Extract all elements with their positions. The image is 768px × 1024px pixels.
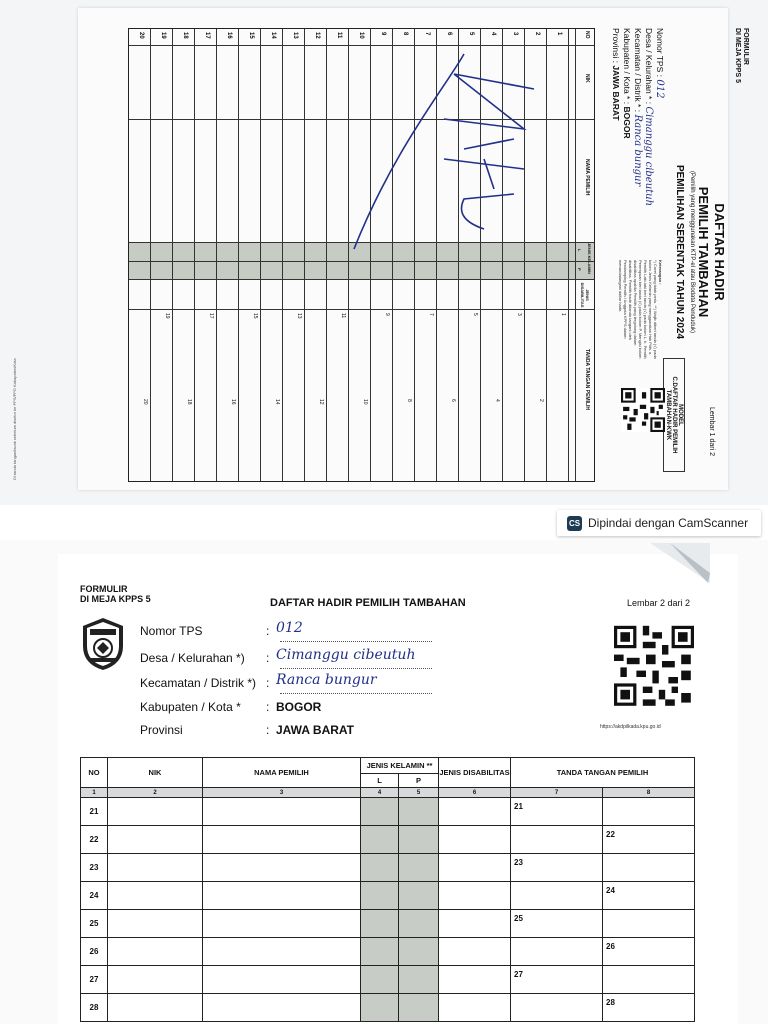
row-number: 17 — [204, 32, 210, 39]
col-number: 2 — [108, 788, 203, 798]
disabilitas-cell — [439, 882, 511, 910]
jk-p-cell — [399, 826, 439, 854]
nik-cell — [108, 882, 203, 910]
signature-cell-left — [511, 938, 603, 966]
table-row — [81, 994, 695, 1022]
nik-cell — [108, 994, 203, 1022]
header-jenis-disabilitas: JENIS DISABILITAS — [439, 758, 511, 788]
signature-cell-right — [603, 938, 695, 966]
table-row — [81, 854, 695, 882]
signature-cell-right — [603, 910, 695, 938]
col-number: 4 — [361, 788, 399, 798]
jk-p-cell — [399, 882, 439, 910]
signature-cell-left — [511, 826, 603, 854]
jk-l-cell — [361, 826, 399, 854]
sheet-1-header-p: P — [577, 268, 582, 271]
signature-number: 3 — [516, 313, 522, 316]
row-number: 11 — [336, 32, 342, 39]
nik-cell — [108, 798, 203, 826]
row-number: 14 — [270, 32, 276, 39]
sheet-1-title-line2: PEMILIH TAMBAHAN — [696, 186, 711, 318]
nama-cell — [203, 798, 361, 826]
row-number: 13 — [292, 32, 298, 39]
field-value-handwritten: Ranca bungur — [276, 672, 377, 688]
nama-cell — [203, 938, 361, 966]
col-number: 5 — [399, 788, 439, 798]
jk-p-cell — [399, 854, 439, 882]
sheet-1-header-jk: JENIS KELAMIN — [587, 243, 592, 274]
header-jenis-kelamin: JENIS KELAMIN ** — [361, 758, 439, 774]
nik-cell — [108, 826, 203, 854]
signature-number: 8 — [406, 399, 412, 402]
field-label: Nomor TPS — [140, 624, 203, 638]
sheet-1-header-no: NO — [584, 31, 590, 39]
signature-number: 2 — [538, 399, 544, 402]
row-number: 2 — [534, 32, 540, 36]
signature-number: 10 — [362, 399, 368, 405]
folded-corner-shadow — [650, 543, 710, 583]
table-row — [81, 826, 695, 854]
row-number: 9 — [380, 32, 386, 36]
row-number: 28 — [81, 994, 108, 1022]
signature-number: 11 — [340, 313, 346, 319]
signature-number: 26 — [606, 942, 615, 951]
sheet-1-header-l: L — [577, 249, 582, 252]
sheet-2-lembar: Lembar 2 dari 2 — [627, 598, 691, 608]
sheet-1-field: Nomor TPS : 012 — [654, 28, 665, 99]
row-number: 1 — [556, 32, 562, 36]
row-number: 26 — [81, 938, 108, 966]
row-number: 4 — [490, 32, 496, 36]
table-row — [81, 938, 695, 966]
sheet-1-fields — [610, 28, 665, 206]
header-tanda-tangan: TANDA TANGAN PEMILIH — [511, 758, 695, 788]
sheet-1-field: Kabupaten / Kota * : BOGOR — [622, 28, 632, 139]
nama-cell — [203, 882, 361, 910]
disabilitas-cell — [439, 938, 511, 966]
field-colon: : — [266, 624, 270, 638]
signature-cell-left — [511, 910, 603, 938]
sheet-1-subtitle: (Pemilih yang menggunakan KTP-el atau Biodata Penduduk) — [689, 170, 695, 334]
dotted-line — [280, 640, 432, 642]
signature-cell-left — [511, 882, 603, 910]
row-number: 20 — [138, 32, 144, 39]
disabilitas-cell — [439, 994, 511, 1022]
signature-number: 22 — [606, 830, 615, 839]
signature-number: 27 — [514, 970, 523, 979]
header-l: L — [361, 774, 399, 788]
row-number: 27 — [81, 966, 108, 994]
signature-number: 25 — [514, 914, 523, 923]
signature-number: 21 — [514, 802, 523, 811]
row-number: 3 — [512, 32, 518, 36]
signature-number: 1 — [560, 313, 566, 316]
jk-p-cell — [399, 994, 439, 1022]
nama-cell — [203, 826, 361, 854]
camscanner-logo-icon: CS — [567, 516, 582, 531]
signature-number: 23 — [514, 858, 523, 867]
jk-l-cell — [361, 994, 399, 1022]
field-label: Provinsi — [140, 723, 183, 737]
row-number: 12 — [314, 32, 320, 39]
header-p: P — [399, 774, 439, 788]
disabilitas-cell — [439, 798, 511, 826]
sheet-1-header-disabilitas: JENIS DISABILITAS — [580, 282, 590, 308]
field-colon: : — [266, 700, 270, 714]
disabilitas-cell — [439, 826, 511, 854]
signature-number: 16 — [230, 399, 236, 405]
signature-number: 4 — [494, 399, 500, 402]
header-no: NO — [81, 758, 108, 788]
jk-p-cell — [399, 966, 439, 994]
sheet-1-table — [128, 28, 595, 482]
signature-cell-right — [603, 826, 695, 854]
signature-number: 5 — [472, 313, 478, 316]
row-number: 22 — [81, 826, 108, 854]
jk-l-cell — [361, 798, 399, 826]
col-number: 3 — [203, 788, 361, 798]
jk-p-cell — [399, 910, 439, 938]
signature-number: 12 — [318, 399, 324, 405]
field-value: JAWA BARAT — [276, 723, 354, 737]
signature-number: 9 — [384, 313, 390, 316]
sheet-1-field: Kecamatan / Distrik * : Ranca bungur — [632, 28, 643, 187]
signature-number: 18 — [186, 399, 192, 405]
nama-cell — [203, 966, 361, 994]
header-nik: NIK — [108, 758, 203, 788]
camscanner-label: Dipindai dengan CamScanner — [588, 516, 749, 530]
dotted-line — [280, 667, 432, 669]
disabilitas-cell — [439, 966, 511, 994]
qr-code-icon — [614, 625, 694, 713]
table-row — [81, 910, 695, 938]
sheet-1-header-ttd: TANDA TANGAN PEMILIH — [584, 349, 590, 411]
jk-l-cell — [361, 966, 399, 994]
signature-number: 19 — [164, 313, 170, 319]
sheet-2-table — [80, 757, 695, 1022]
signature-cell-left — [511, 966, 603, 994]
table-row — [81, 798, 695, 826]
table-row — [81, 882, 695, 910]
field-value: BOGOR — [276, 700, 322, 714]
sheet-1-title-line1: DAFTAR HADIR — [712, 203, 727, 301]
sheet-1-footer: Di tanda tangan/lacak sebelum disetor ke PPS/PPD Kabupaten/Kota — [12, 358, 17, 480]
signature-cell-right — [603, 798, 695, 826]
sheet-1-model-box: MODEL C.DAFTAR HADIR PEMILIH TAMBAHAN-KWK — [663, 358, 685, 472]
disabilitas-cell — [439, 910, 511, 938]
row-number: 25 — [81, 910, 108, 938]
jk-l-cell — [361, 854, 399, 882]
signature-number: 20 — [142, 399, 148, 405]
signature-number: 28 — [606, 998, 615, 1007]
row-number: 15 — [248, 32, 254, 39]
camscanner-banner — [557, 510, 761, 536]
col-number: 7 — [511, 788, 603, 798]
row-number: 8 — [402, 32, 408, 36]
sheet-1-header-nama: NAMA PEMILIH — [584, 159, 590, 196]
qr-url: https://akdpilkada.kpu.go.id — [600, 724, 661, 730]
signature-cell-right — [603, 854, 695, 882]
sheet-1-lembar: Lembar 1 dari 2 — [708, 407, 715, 457]
jk-p-cell — [399, 798, 439, 826]
signature-number: 13 — [296, 313, 302, 319]
field-colon: : — [266, 723, 270, 737]
jk-l-cell — [361, 882, 399, 910]
signature-cell-left — [511, 854, 603, 882]
sheet-1-title-line3: PEMILIHAN SERENTAK TAHUN 2024 — [674, 164, 685, 340]
signature-cell-right — [603, 966, 695, 994]
row-number: 6 — [446, 32, 452, 36]
nik-cell — [108, 938, 203, 966]
signature-number: 14 — [274, 399, 280, 405]
sheet-2-title: DAFTAR HADIR PEMILIH TAMBAHAN — [270, 597, 466, 609]
field-label: Kecamatan / Distrik *) — [140, 676, 257, 690]
dotted-line — [280, 692, 432, 694]
signature-cell-left — [511, 798, 603, 826]
col-number: 6 — [439, 788, 511, 798]
qr-code-icon — [621, 388, 665, 432]
nama-cell — [203, 994, 361, 1022]
signature-number: 6 — [450, 399, 456, 402]
col-number: 8 — [603, 788, 695, 798]
sheet-1-form-label: FORMULIR DI MEJA KPPS 5 — [734, 28, 749, 83]
nik-cell — [108, 910, 203, 938]
col-number: 1 — [81, 788, 108, 798]
jk-p-cell — [399, 938, 439, 966]
field-label: Desa / Kelurahan *) — [140, 651, 245, 665]
sheet-2-form-label: FORMULIR DI MEJA KPPS 5 — [80, 584, 151, 604]
table-row — [81, 966, 695, 994]
column-number-row — [81, 788, 695, 798]
nama-cell — [203, 854, 361, 882]
row-number: 24 — [81, 882, 108, 910]
disabilitas-cell — [439, 854, 511, 882]
signature-cell-right — [603, 882, 695, 910]
row-number: 10 — [358, 32, 364, 39]
sheet-1-header-nik: NIK — [584, 74, 590, 83]
jk-l-cell — [361, 938, 399, 966]
nama-cell — [203, 910, 361, 938]
signature-number: 15 — [252, 313, 258, 319]
signature-number: 24 — [606, 886, 615, 895]
row-number: 21 — [81, 798, 108, 826]
header-nama-pemilih: NAMA PEMILIH — [203, 758, 361, 788]
signature-cell-left — [511, 994, 603, 1022]
handwritten-signature — [129, 29, 594, 481]
field-colon: : — [266, 651, 270, 665]
sheet-1-rotated — [105, 12, 755, 492]
signature-cell-right — [603, 994, 695, 1022]
field-colon: : — [266, 676, 270, 690]
signature-number: 17 — [208, 313, 214, 319]
scan-page-1 — [0, 0, 768, 505]
nik-cell — [108, 966, 203, 994]
kpu-logo-icon — [80, 616, 126, 672]
field-value-handwritten: Cimanggu cibeutuh — [276, 647, 416, 663]
row-number: 7 — [424, 32, 430, 36]
row-number: 16 — [226, 32, 232, 39]
sheet-1-field: Desa / Kelurahan * : Cimanggu cibeutuh — [643, 28, 654, 207]
sheet-1-field: Provinsi : JAWA BARAT — [611, 28, 621, 121]
signature-number: 7 — [428, 313, 434, 316]
row-number: 19 — [160, 32, 166, 39]
jk-l-cell — [361, 910, 399, 938]
row-number: 23 — [81, 854, 108, 882]
row-number: 5 — [468, 32, 474, 36]
field-label: Kabupaten / Kota * — [140, 700, 241, 714]
sheet-1-keterangan: Keterangan : *) Coret yang tidak perlu. **) Wajib diberi tanda (√) pada kolom Jenis Kelamin yang menggunakan Hak Pilih. a. Pemilih Laki-laki beri tanda (√) pada kolom L. b. Pemilih Perempuan beri tanda (√) pada kolom P. Mengisi kolom disabilitas apabila Pemilih yang tergolong dalam disabilitas. Pemilih hadir ditanda tangani oleh Pendamping Pemilih / Anggota KPPS dalam menandatangani daftar hadir. — [618, 260, 663, 359]
row-number: 18 — [182, 32, 188, 39]
nik-cell — [108, 854, 203, 882]
field-value-handwritten: 012 — [276, 620, 303, 636]
